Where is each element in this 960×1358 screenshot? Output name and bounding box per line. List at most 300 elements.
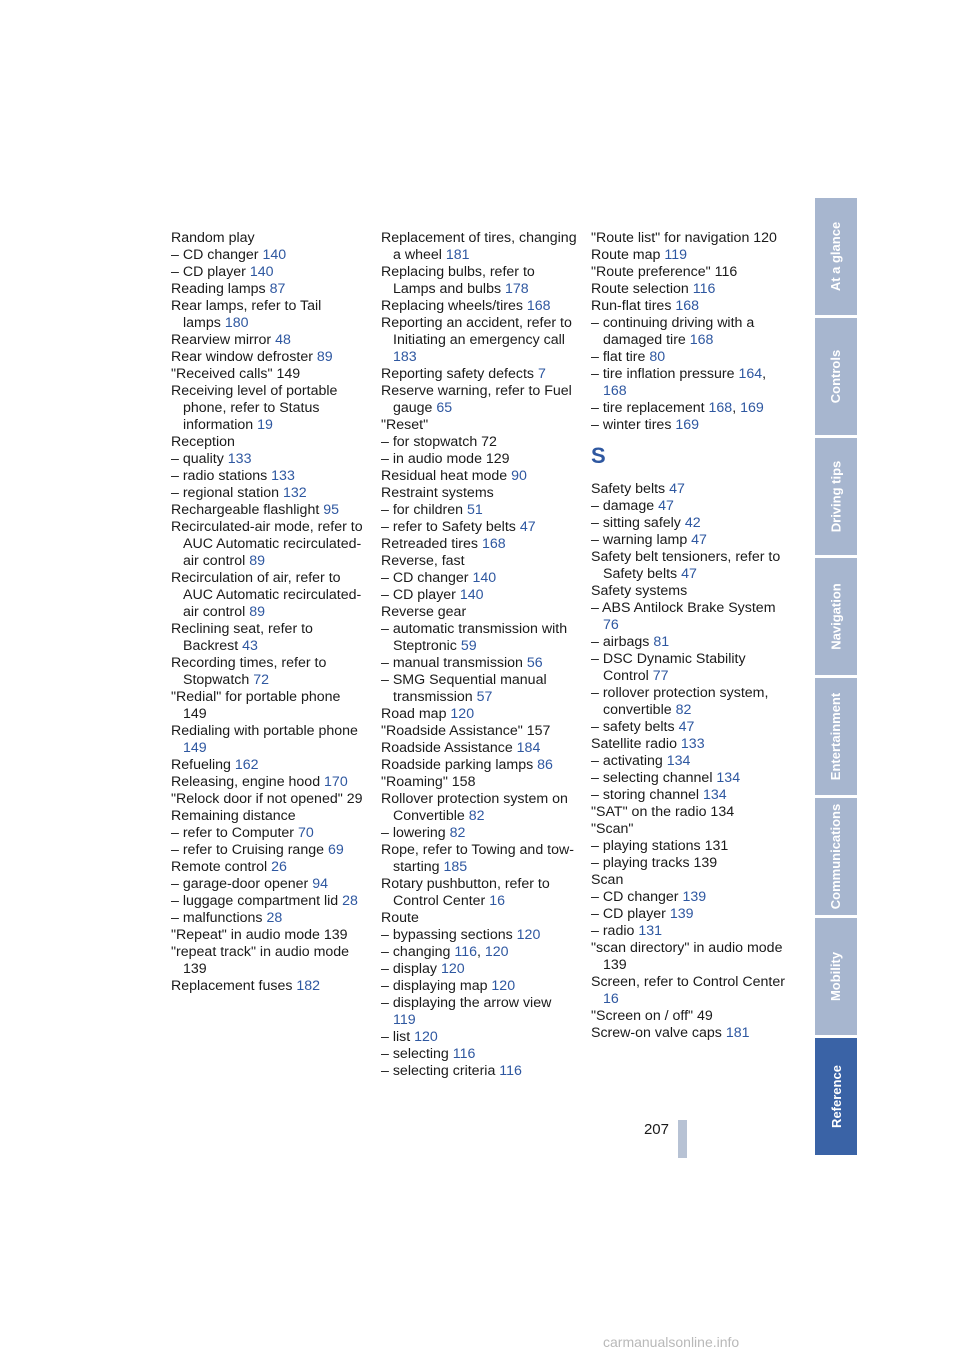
- index-entry: [591, 298, 787, 315]
- page-reference-link[interactable]: 19: [257, 417, 273, 433]
- page-reference-link[interactable]: 7: [537, 366, 546, 382]
- index-entry-text: "Screen on / off" 49: [591, 1008, 713, 1024]
- index-entry: [171, 383, 363, 434]
- index-entry: [591, 889, 787, 906]
- index-entry: [591, 685, 787, 719]
- page-reference-link[interactable]: 80: [649, 349, 666, 365]
- index-entry-text: Route selection: [591, 281, 689, 297]
- index-entry-text: – refer to Cruising range: [171, 842, 324, 858]
- index-entry: [591, 634, 787, 651]
- index-entry-text: Replacing bulbs, refer to Lamps and bulbs: [381, 264, 535, 297]
- index-entry: [591, 264, 787, 281]
- page-reference-link[interactable]: 90: [511, 468, 527, 484]
- page-reference-link[interactable]: 86: [537, 757, 553, 773]
- index-entry: [171, 434, 363, 451]
- page-reference-link[interactable]: 180: [224, 315, 249, 331]
- page-reference-link[interactable]: 47: [691, 532, 707, 548]
- index-entry-text: Reading lamps: [171, 281, 266, 297]
- index-entry-text: – garage-door opener: [171, 876, 309, 892]
- index-entry: [171, 519, 363, 570]
- page-reference-link[interactable]: 168: [603, 383, 627, 399]
- index-entry: [591, 1025, 787, 1042]
- index-entry: [591, 753, 787, 770]
- page-reference-link[interactable]: 120: [491, 978, 516, 994]
- index-entry: – changing 116, 120: [381, 944, 509, 960]
- index-entry: [171, 876, 363, 893]
- page-reference-link[interactable]: 139: [682, 889, 707, 905]
- section-tab-driving-tips[interactable]: [815, 438, 857, 555]
- index-entry: [171, 366, 363, 383]
- index-entry: [171, 723, 363, 757]
- index-entry-text: Recirculated-air mode, refer to AUC Automatic recirculated-air control: [171, 519, 363, 569]
- index-entry: [171, 247, 363, 264]
- index-entry: [171, 468, 363, 485]
- index-entry: [171, 910, 363, 927]
- index-entry-text: Rechargeable flashlight: [171, 502, 320, 518]
- index-entry: – tire replacement 168, 169: [591, 400, 764, 416]
- index-entry-text: Replacement of tires, changing a wheel: [381, 230, 577, 263]
- index-entry: [381, 417, 577, 434]
- section-tab-at-a-glance[interactable]: [815, 198, 857, 315]
- page-reference-link[interactable]: 181: [725, 1025, 750, 1041]
- index-entry-text: – luggage compartment lid: [171, 893, 339, 909]
- index-entry: [381, 876, 577, 910]
- index-entry: [381, 264, 577, 298]
- page-reference-link[interactable]: 69: [327, 842, 344, 858]
- index-entry: [171, 808, 363, 825]
- index-entry-text: "Redial" for portable phone 149: [171, 689, 341, 722]
- index-entry-text: Screw-on valve caps: [591, 1025, 722, 1041]
- page-reference-link[interactable]: 87: [269, 281, 286, 297]
- page-reference-link[interactable]: 168: [481, 536, 506, 552]
- index-entry: [381, 791, 577, 825]
- index-entry: [171, 502, 363, 519]
- index-entry-text: – flat tire: [591, 349, 646, 365]
- index-entry: [381, 570, 577, 587]
- index-entry: [591, 787, 787, 804]
- index-entry-text: Remaining distance: [171, 808, 296, 824]
- page-reference-link[interactable]: 140: [459, 587, 484, 603]
- index-entry-text: – CD player: [591, 906, 666, 922]
- index-entry: [381, 434, 577, 451]
- page-reference-link[interactable]: 26: [271, 859, 287, 875]
- page-reference-link[interactable]: 95: [323, 502, 340, 518]
- index-entry: [591, 923, 787, 940]
- index-entry: [171, 451, 363, 468]
- index-entry: [381, 927, 577, 944]
- index-entry: – tire inflation pressure 164, 168: [591, 366, 767, 399]
- page-reference-link[interactable]: 149: [183, 740, 207, 756]
- index-entry: [381, 502, 577, 519]
- index-column-2: [381, 230, 577, 1080]
- page-reference-link[interactable]: 76: [603, 617, 619, 633]
- index-entry-text: Rotary pushbutton, refer to Control Center: [381, 876, 550, 909]
- index-entry-text: – radio: [591, 923, 635, 939]
- section-tab-label: Driving tips: [828, 460, 844, 533]
- index-entry: [381, 621, 577, 655]
- section-tab-mobility[interactable]: [815, 918, 857, 1035]
- index-entry: [381, 298, 577, 315]
- section-tab-label: Controls: [828, 349, 844, 404]
- index-entry: [171, 655, 363, 689]
- index-entry: [171, 332, 363, 349]
- index-entry: [591, 230, 787, 247]
- index-entry: [171, 349, 363, 366]
- page-reference-link[interactable]: 133: [227, 451, 252, 467]
- index-entry-text: – radio stations: [171, 468, 268, 484]
- index-entry: [591, 247, 787, 264]
- page-reference-link[interactable]: 28: [342, 893, 358, 909]
- page-reference-link[interactable]: 89: [316, 349, 333, 365]
- page-number: 207: [643, 1121, 669, 1138]
- index-entry: [591, 349, 787, 366]
- watermark: carmanualsonline.info: [603, 1334, 740, 1350]
- page-reference-link[interactable]: 134: [666, 753, 691, 769]
- page-reference-link[interactable]: 47: [658, 498, 674, 514]
- index-entry-text: Rear lamps, refer to Tail lamps: [171, 298, 322, 331]
- page-reference-link[interactable]: 59: [460, 638, 477, 654]
- index-entry-text: – damage: [591, 498, 655, 514]
- index-entry-text: – warning lamp: [591, 532, 688, 548]
- index-entry: [381, 1046, 577, 1063]
- page-reference-link[interactable]: 120: [516, 927, 541, 943]
- index-entry-text: – refer to Computer: [171, 825, 295, 841]
- index-entry-text: – manual transmission: [381, 655, 523, 671]
- index-entry-text: – SMG Sequential manual transmission: [381, 672, 547, 705]
- index-entry-text: Retreaded tires: [381, 536, 478, 552]
- page-reference-link[interactable]: 16: [603, 991, 619, 1007]
- index-entry: [381, 723, 577, 740]
- page-reference-link[interactable]: 133: [680, 736, 705, 752]
- section-tab-navigation[interactable]: [815, 558, 857, 675]
- index-entry: [381, 995, 577, 1029]
- index-entry: [171, 281, 363, 298]
- page-reference-link[interactable]: 181: [445, 247, 470, 263]
- index-entry-text: Satellite radio: [591, 736, 677, 752]
- index-entry: [591, 940, 787, 974]
- index-entry-text: "Scan": [591, 821, 634, 837]
- page-reference-link[interactable]: 119: [664, 247, 687, 263]
- index-entry-text: – displaying the arrow view: [381, 995, 552, 1011]
- index-entry-text: – in audio mode 129: [381, 451, 510, 467]
- index-entry: [591, 736, 787, 753]
- index-entry-text: "repeat track" in audio mode 139: [171, 944, 350, 977]
- section-tab-entertainment[interactable]: [815, 678, 857, 795]
- index-entry: [381, 1029, 577, 1046]
- page-reference-link[interactable]: 182: [296, 978, 321, 994]
- section-tabs: [815, 198, 857, 1158]
- index-entry-text: Safety belt tensioners, refer to Safety belts: [591, 549, 781, 582]
- index-entry: [381, 553, 577, 570]
- page-reference-link[interactable]: 120: [440, 961, 465, 977]
- index-entry-text: "Repeat" in audio mode 139: [171, 927, 348, 943]
- index-entry-text: – selecting: [381, 1046, 449, 1062]
- index-entry-text: – playing stations 131: [591, 838, 729, 854]
- index-entry: [171, 621, 363, 655]
- index-entry: [171, 689, 363, 723]
- page-reference-link[interactable]: 169: [740, 400, 764, 416]
- page-reference-link[interactable]: 120: [414, 1029, 438, 1045]
- page-reference-link[interactable]: 170: [324, 774, 348, 790]
- index-entry-text: – for children: [381, 502, 464, 518]
- index-entry: [381, 842, 577, 876]
- index-entry-text: – safety belts: [591, 719, 675, 735]
- index-entry-text: – CD player: [171, 264, 246, 280]
- page-reference-link[interactable]: 82: [675, 702, 692, 718]
- index-entry-text: – tire inflation pressure: [591, 366, 735, 382]
- section-tab-reference[interactable]: [815, 1038, 857, 1155]
- index-entry-text: – automatic transmission with Steptronic: [381, 621, 568, 654]
- page-reference-link[interactable]: 134: [703, 787, 727, 803]
- index-entry-text: – continuing driving with a damaged tire: [591, 315, 755, 348]
- page-reference-link[interactable]: 120: [484, 944, 509, 960]
- index-entry-text: – changing: [381, 944, 451, 960]
- index-entry-text: Reverse gear: [381, 604, 467, 620]
- index-entry: [381, 451, 577, 468]
- index-entry: [591, 974, 787, 1008]
- index-entry-text: Receiving level of portable phone, refer to Status information: [171, 383, 338, 433]
- index-column-1: [171, 230, 363, 995]
- index-entry-text: – lowering: [381, 825, 446, 841]
- page-reference-link[interactable]: 70: [297, 825, 314, 841]
- index-entry: [381, 587, 577, 604]
- index-entry-text: "SAT" on the radio 134: [591, 804, 735, 820]
- page-reference-link[interactable]: 47: [681, 566, 697, 582]
- index-entry-text: – sitting safely: [591, 515, 681, 531]
- index-entry: [591, 549, 787, 583]
- section-tab-label: Reference: [828, 1065, 844, 1128]
- index-entry-text: – tire replacement: [591, 400, 705, 416]
- index-entry-text: – activating: [591, 753, 663, 769]
- index-entry-text: Residual heat mode: [381, 468, 508, 484]
- section-tab-controls[interactable]: [815, 318, 857, 435]
- index-entry-text: – winter tires: [591, 417, 672, 433]
- index-entry: [381, 672, 577, 706]
- index-entry-text: Safety belts: [591, 481, 666, 497]
- index-entry-text: – selecting criteria: [381, 1063, 496, 1079]
- index-entry-text: "Route preference" 116: [591, 264, 738, 280]
- page-reference-link[interactable]: 168: [708, 400, 733, 416]
- index-entry: [171, 570, 363, 621]
- index-entry-text: Route map: [591, 247, 661, 263]
- page-reference-link[interactable]: 65: [436, 400, 453, 416]
- page-reference-link[interactable]: 131: [638, 923, 663, 939]
- index-entry-text: Recirculation of air, refer to AUC Automatic recirculated-air control: [171, 570, 362, 620]
- page-reference-link[interactable]: 47: [669, 481, 685, 497]
- index-entry-text: – storing channel: [591, 787, 700, 803]
- page-reference-link[interactable]: 94: [312, 876, 328, 892]
- index-entry: [171, 230, 363, 247]
- index-entry-text: – regional station: [171, 485, 280, 501]
- page-reference-link[interactable]: 82: [449, 825, 466, 841]
- index-entry-text: Reclining seat, refer to Backrest: [171, 621, 313, 654]
- index-entry-text: Remote control: [171, 859, 268, 875]
- page-reference-link[interactable]: 116: [454, 944, 477, 960]
- index-entry-text: "Received calls" 149: [171, 366, 301, 382]
- index-entry: [591, 515, 787, 532]
- index-entry-text: – playing tracks 139: [591, 855, 718, 871]
- index-entry: [381, 485, 577, 502]
- index-entry: [591, 906, 787, 923]
- index-entry-text: Rearview mirror: [171, 332, 272, 348]
- page-reference-link[interactable]: 82: [468, 808, 485, 824]
- page-reference-link[interactable]: 43: [242, 638, 258, 654]
- index-entry-text: – CD changer: [381, 570, 469, 586]
- page-reference-link[interactable]: 183: [393, 349, 417, 365]
- index-entry: [381, 961, 577, 978]
- index-entry-text: Rope, refer to Towing and tow-starting: [381, 842, 574, 875]
- index-entry: [591, 281, 787, 298]
- page-reference-link[interactable]: 185: [443, 859, 468, 875]
- index-entry-text: "Roadside Assistance" 157: [381, 723, 551, 739]
- index-entry: [591, 872, 787, 889]
- index-entry: [591, 804, 787, 821]
- index-entry: [591, 651, 787, 685]
- index-entry-text: "Route list" for navigation 120: [591, 230, 777, 246]
- page-reference-link[interactable]: 56: [526, 655, 543, 671]
- section-tab-communications[interactable]: [815, 798, 857, 915]
- page-reference-link[interactable]: 162: [234, 757, 259, 773]
- page-reference-link[interactable]: 140: [472, 570, 497, 586]
- index-entry: [171, 893, 363, 910]
- page-reference-link[interactable]: 168: [689, 332, 714, 348]
- page-reference-link[interactable]: 184: [516, 740, 541, 756]
- page-reference-link[interactable]: 116: [499, 1063, 522, 1079]
- index-entry: [591, 498, 787, 515]
- page-reference-link[interactable]: 169: [675, 417, 700, 433]
- page-reference-link[interactable]: 51: [466, 502, 483, 518]
- index-entry-text: – airbags: [591, 634, 650, 650]
- page-reference-link[interactable]: 116: [692, 281, 716, 297]
- index-entry-text: – CD changer: [591, 889, 679, 905]
- page-reference-link[interactable]: 42: [684, 515, 701, 531]
- section-tab-label: Mobility: [828, 951, 844, 1002]
- page-reference-link[interactable]: 140: [262, 247, 287, 263]
- page-reference-link[interactable]: 134: [716, 770, 741, 786]
- page-reference-link[interactable]: 57: [476, 689, 493, 705]
- page-reference-link[interactable]: 178: [505, 281, 529, 297]
- index-entry-text: – bypassing sections: [381, 927, 513, 943]
- page-reference-link[interactable]: 16: [489, 893, 505, 909]
- index-entry: [381, 774, 577, 791]
- page-number-bar: [678, 1120, 687, 1158]
- index-entry-text: – displaying map: [381, 978, 488, 994]
- page-reference-link[interactable]: 140: [249, 264, 274, 280]
- index-entry-text: Screen, refer to Control Center: [591, 974, 785, 990]
- index-entry-text: – CD changer: [171, 247, 259, 263]
- page-reference-link[interactable]: 89: [249, 553, 266, 569]
- index-entry-text: Scan: [591, 872, 624, 888]
- page-reference-link[interactable]: 116: [452, 1046, 476, 1062]
- index-entry-text: Route: [381, 910, 419, 926]
- index-entry: [171, 842, 363, 859]
- index-entry-text: – list: [381, 1029, 411, 1045]
- section-tab-label: Navigation: [828, 583, 844, 650]
- index-entry: [381, 1063, 577, 1080]
- index-entry-text: – malfunctions: [171, 910, 263, 926]
- page-reference-link[interactable]: 119: [393, 1012, 416, 1028]
- page-reference-link[interactable]: 168: [526, 298, 551, 314]
- index-entry-text: Restraint systems: [381, 485, 494, 501]
- index-entry: [171, 791, 363, 808]
- index-entry: [591, 583, 787, 600]
- index-entry: [381, 230, 577, 264]
- index-entry: [171, 944, 363, 978]
- index-entry: [381, 910, 577, 927]
- index-entry-text: Run-flat tires: [591, 298, 672, 314]
- index-entry-text: Rollover protection system on Convertible: [381, 791, 568, 824]
- index-entry: [591, 719, 787, 736]
- index-entry: [171, 298, 363, 332]
- index-entry-text: Safety systems: [591, 583, 688, 599]
- index-entry: [381, 519, 577, 536]
- index-entry: [591, 855, 787, 872]
- page-reference-link[interactable]: 72: [253, 672, 269, 688]
- index-entry-text: Refueling: [171, 757, 231, 773]
- index-entry-text: Random play: [171, 230, 255, 246]
- section-tab-label: Communications: [828, 803, 844, 910]
- index-entry: [381, 536, 577, 553]
- index-entry-text: Reserve warning, refer to Fuel gauge: [381, 383, 572, 416]
- index-column-3: [591, 230, 787, 1042]
- index-entry: [591, 1008, 787, 1025]
- page-reference-link[interactable]: 139: [669, 906, 694, 922]
- index-entry: [381, 383, 577, 417]
- index-entry: [381, 825, 577, 842]
- index-entry-text: Roadside parking lamps: [381, 757, 534, 773]
- index-entry-text: – rollover protection system, convertible: [591, 685, 769, 718]
- index-entry-text: – ABS Antilock Brake System: [591, 600, 776, 616]
- index-entry-text: Replacing wheels/tires: [381, 298, 523, 314]
- index-entry: [381, 366, 577, 383]
- page-reference-link[interactable]: 168: [675, 298, 700, 314]
- index-entry: [591, 600, 787, 634]
- index-entry: [171, 927, 363, 944]
- page-reference-link[interactable]: 28: [266, 910, 283, 926]
- index-entry: [381, 315, 577, 366]
- page-reference-link[interactable]: 133: [271, 468, 295, 484]
- page-reference-link[interactable]: 47: [519, 519, 536, 535]
- index-entry: [171, 485, 363, 502]
- page-reference-link[interactable]: 89: [249, 604, 266, 620]
- index-entry-text: – quality: [171, 451, 224, 467]
- page-reference-link[interactable]: 48: [275, 332, 291, 348]
- page-reference-link[interactable]: 164: [738, 366, 763, 382]
- page-reference-link[interactable]: 81: [653, 634, 670, 650]
- page-reference-link[interactable]: 47: [678, 719, 695, 735]
- index-entry-text: – selecting channel: [591, 770, 713, 786]
- section-tab-label: Entertainment: [828, 692, 844, 781]
- index-entry-text: Reporting an accident, refer to Initiating an emergency call: [381, 315, 572, 348]
- index-entry-text: – for stopwatch 72: [381, 434, 497, 450]
- index-entry: [381, 655, 577, 672]
- page-reference-link[interactable]: 77: [652, 668, 669, 684]
- index-entry: [591, 838, 787, 855]
- index-entry-text: Redialing with portable phone: [171, 723, 358, 739]
- page-reference-link[interactable]: 120: [450, 706, 475, 722]
- index-entry-text: "Relock door if not opened" 29: [171, 791, 363, 807]
- index-entry: [591, 821, 787, 838]
- index-entry: [591, 417, 787, 434]
- index-entry-text: Recording times, refer to Stopwatch: [171, 655, 327, 688]
- index-entry-text: "Reset": [381, 417, 429, 433]
- section-tab-label: At a glance: [828, 221, 844, 292]
- page-reference-link[interactable]: 132: [283, 485, 307, 501]
- index-entry: [591, 315, 787, 349]
- index-entry: [171, 978, 363, 995]
- index-entry-text: "Roaming" 158: [381, 774, 476, 790]
- index-entry: [381, 740, 577, 757]
